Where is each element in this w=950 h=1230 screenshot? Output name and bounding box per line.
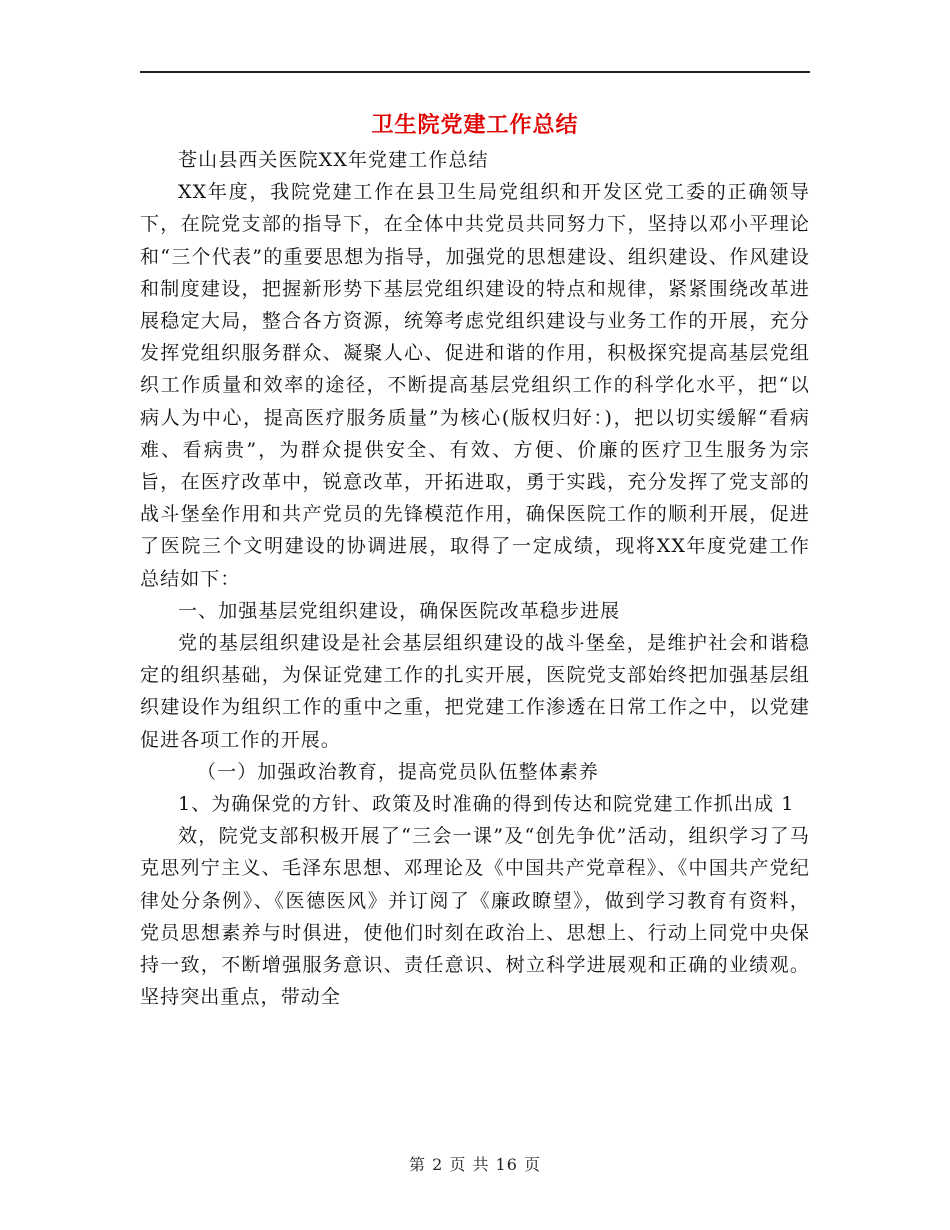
subsection-heading: （一）加强政治教育，提高党员队伍整体素养 xyxy=(197,760,600,783)
intro-paragraph: XX年度，我院党建工作在县卫生局党组织和开发区党工委的正确领导下，在院党支部的指导下，在全体中共党员共同努力下，坚持以邓小平理论和“三个代表”的重要思想为指导，加强党的思想建设、组织建设、作风建设和制度建设，把握新形势下基层党组织建设的特点和规律，紧紧围绕改革进展稳定大局，整合各方资源，统筹考虑党组织建设与业务工作的开展，充分发挥党组织服务群众、凝聚人心、促进和谐的作用，积极探究提高基层党组织工作质量和效率的途径，不断提高基层党组织工作的科学化水平，把“以病人为中心，提高医疗服务质量”为核心(版权归好：)，把以切实缓解“看病难、看病贵”，为群众提供安全、有效、方便、价廉的医疗卫生服务为宗旨，在医疗改革中，锐意改革，开拓进取，勇于实践，充分发挥了党支部的战斗堡垒作用和共产党员的先锋模范作用，确保医院工作的顺利开展，促进了医院三个文明建设的协调进展，取得了一定成绩，现将XX年度党建工作总结如下： xyxy=(140,181,810,590)
item-paragraph: 1、为确保党的方针、政策及时准确的得到传达和院党建工作抓出成 1 xyxy=(178,793,795,816)
continuation-paragraph: 效，院党支部积极开展了“三会一课”及“创先争优”活动，组织学习了马克思列宁主义、毛泽东思想、邓理论及《中国共产党章程》、《中国共产党纪律处分条例》、《医德医风》并订阅了《廉政瞭望》，做到学习教育有资料，党员思想素养与时俱进，使他们时刻在政治上、思想上、行动上同党中央保持一致，不断增强服务意识、责任意识、树立科学进展观和正确的业绩观。坚持突出重点，带动全 xyxy=(140,825,810,1009)
subtitle-paragraph: 苍山县西关医院XX年党建工作总结 xyxy=(178,149,489,171)
section-heading: 一、加强基层党组织建设，确保医院改革稳步进展 xyxy=(178,599,621,622)
document-body xyxy=(140,144,810,1013)
page-number-footer: 第 2 页 共 16 页 xyxy=(409,1155,541,1174)
header-rule xyxy=(140,71,810,73)
document-title: 卫生院党建工作总结 xyxy=(371,112,579,138)
section-paragraph: 党的基层组织建设是社会基层组织建设的战斗堡垒，是维护社会和谐稳定的组织基础，为保证党建工作的扎实开展，医院党支部始终把加强基层组织建设作为组织工作的重中之重，把党建工作渗透在日常工作之中，以党建促进各项工作的开展。 xyxy=(140,632,810,751)
